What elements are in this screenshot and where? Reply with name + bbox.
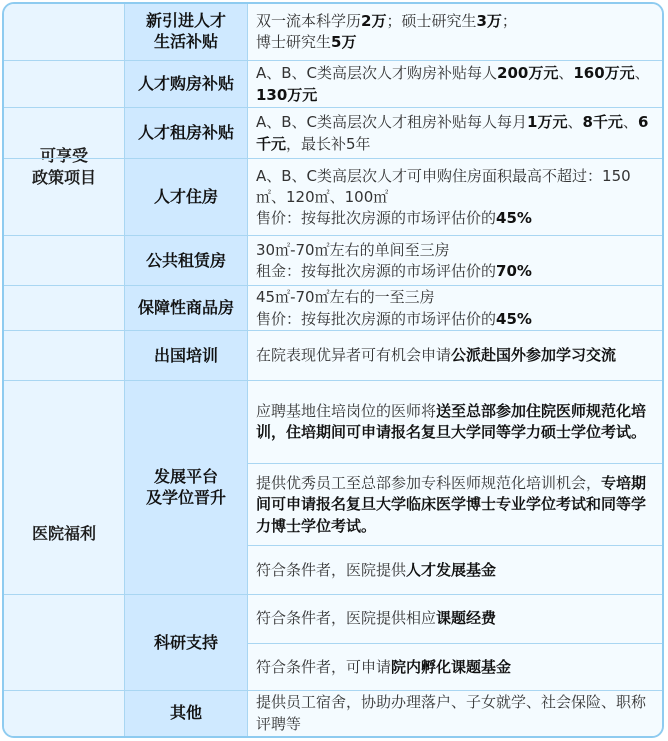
value: 200万元 xyxy=(497,64,559,83)
row-living-subsidy xyxy=(4,4,662,60)
text: 符合条件者，可申请 xyxy=(256,658,392,677)
content-development-platform xyxy=(248,381,662,595)
purchase-text xyxy=(256,63,652,106)
text: A、B、C类高层次人才租房补贴每人每月 xyxy=(256,113,528,132)
text: 应聘基地住培岗位的医师将 xyxy=(256,401,437,420)
development-text-2 xyxy=(256,473,652,537)
category-research-support: 科研支持 xyxy=(125,595,248,691)
category-other: 其他 xyxy=(125,691,248,736)
welfare-table xyxy=(2,2,664,738)
content-living-subsidy xyxy=(248,4,662,60)
category-talent-housing: 人才住房 xyxy=(125,159,248,236)
content-purchase-subsidy xyxy=(248,61,662,108)
row-public-rental xyxy=(4,235,662,286)
value: 5万 xyxy=(331,33,357,51)
text: 、 xyxy=(567,113,583,132)
value: 6千元 xyxy=(256,113,649,153)
value: 人才发展基金 xyxy=(406,561,497,580)
text: 售价：按每批次房源的市场评估价的 xyxy=(256,309,497,328)
value: 课题经费 xyxy=(436,609,497,628)
text: 博士研究生 xyxy=(256,33,332,51)
text: 、 xyxy=(622,113,638,132)
development-text-3 xyxy=(256,560,652,581)
value: 70% xyxy=(496,262,532,280)
text: 、 xyxy=(558,64,574,83)
value: 8千元 xyxy=(582,113,623,132)
row-affordable-housing xyxy=(4,285,662,331)
rent-text xyxy=(256,112,652,155)
public-rent-line-1: 30㎡-70㎡左右的单间至三房 xyxy=(256,240,450,259)
text: 符合条件者，医院提供相应 xyxy=(256,609,437,628)
category-affordable-housing: 保障性商品房 xyxy=(125,286,248,331)
content-abroad-training xyxy=(248,331,662,381)
living-line-1 xyxy=(256,11,652,32)
living-line-2 xyxy=(256,32,652,53)
row-research-support xyxy=(4,594,662,691)
text: 售价：按每批次房源的市场评估价的 xyxy=(256,209,497,228)
value: 专培期间可申请报名复旦大学临床医学博士专业学位考试和同等学力博士学位考试。 xyxy=(256,474,647,535)
category-purchase-subsidy: 人才购房补贴 xyxy=(125,61,248,108)
text: 符合条件者，医院提供 xyxy=(256,561,407,580)
text: ； xyxy=(501,11,517,30)
development-text-1 xyxy=(256,401,652,444)
value: 45% xyxy=(496,209,532,228)
research-text-2 xyxy=(256,657,652,678)
row-abroad-training xyxy=(4,330,662,381)
development-item-2 xyxy=(248,463,662,546)
row-talent-housing xyxy=(4,158,662,236)
content-research-support xyxy=(248,595,662,691)
value: 3万 xyxy=(476,11,502,30)
content-affordable-housing xyxy=(248,286,662,331)
research-item-1 xyxy=(248,595,662,643)
text: ；硕士研究生 xyxy=(386,11,477,30)
value: 2万 xyxy=(361,11,387,30)
value: 45% xyxy=(496,309,532,328)
housing-line-1: A、B、C类高层次人才可申购住房面积最高不超过：150㎡、120㎡、100㎡ xyxy=(256,166,631,206)
public-rent-line-2 xyxy=(256,261,652,282)
text: ，最长补5年 xyxy=(286,134,371,153)
text: 双一流本科学历 xyxy=(256,11,362,30)
content-other xyxy=(248,691,662,736)
content-talent-housing xyxy=(248,159,662,236)
value: 院内孵化课题基金 xyxy=(391,658,512,677)
text: 、 xyxy=(634,64,650,83)
category-development-platform: 发展平台 及学位晋升 xyxy=(125,381,248,595)
policy-section-label: 可享受 政策项目 xyxy=(4,4,125,330)
value: 130万元 xyxy=(256,85,318,104)
research-text-1 xyxy=(256,608,652,629)
text: 提供优秀员工至总部参加专科医师规范化培训机会， xyxy=(256,474,602,493)
category-abroad-training: 出国培训 xyxy=(125,331,248,381)
content-rent-subsidy xyxy=(248,108,662,159)
abroad-text xyxy=(256,345,652,366)
development-item-1 xyxy=(248,381,662,463)
row-development-platform xyxy=(4,380,662,595)
value: 送至总部参加住院医师规范化培训，住培期间可申请报名复旦大学同等学力硕士学位考试。 xyxy=(256,401,647,441)
development-item-3 xyxy=(248,545,662,596)
value: 160万元 xyxy=(573,64,635,83)
value: 公派赴国外参加学习交流 xyxy=(451,346,617,365)
row-purchase-subsidy xyxy=(4,60,662,108)
text: 在院表现优异者可有机会申请 xyxy=(256,346,452,365)
text: 租金：按每批次房源的市场评估价的 xyxy=(256,262,497,280)
category-living-subsidy: 新引进人才 生活补贴 xyxy=(125,4,248,60)
affordable-line-1: 45㎡-70㎡左右的一至三房 xyxy=(256,288,435,307)
row-rent-subsidy xyxy=(4,107,662,159)
category-public-rental: 公共租赁房 xyxy=(125,236,248,286)
category-rent-subsidy: 人才租房补贴 xyxy=(125,108,248,159)
text: A、B、C类高层次人才购房补贴每人 xyxy=(256,64,498,83)
research-item-2 xyxy=(248,643,662,692)
housing-line-2 xyxy=(256,208,652,229)
welfare-section-label: 医院福利 xyxy=(4,331,125,736)
other-text: 提供员工宿舍，协助办理落户、子女就学、社会保险、职称评聘等 xyxy=(256,693,647,733)
affordable-line-2 xyxy=(256,309,652,330)
value: 1万元 xyxy=(527,113,568,132)
row-other xyxy=(4,690,662,736)
content-public-rental xyxy=(248,236,662,286)
